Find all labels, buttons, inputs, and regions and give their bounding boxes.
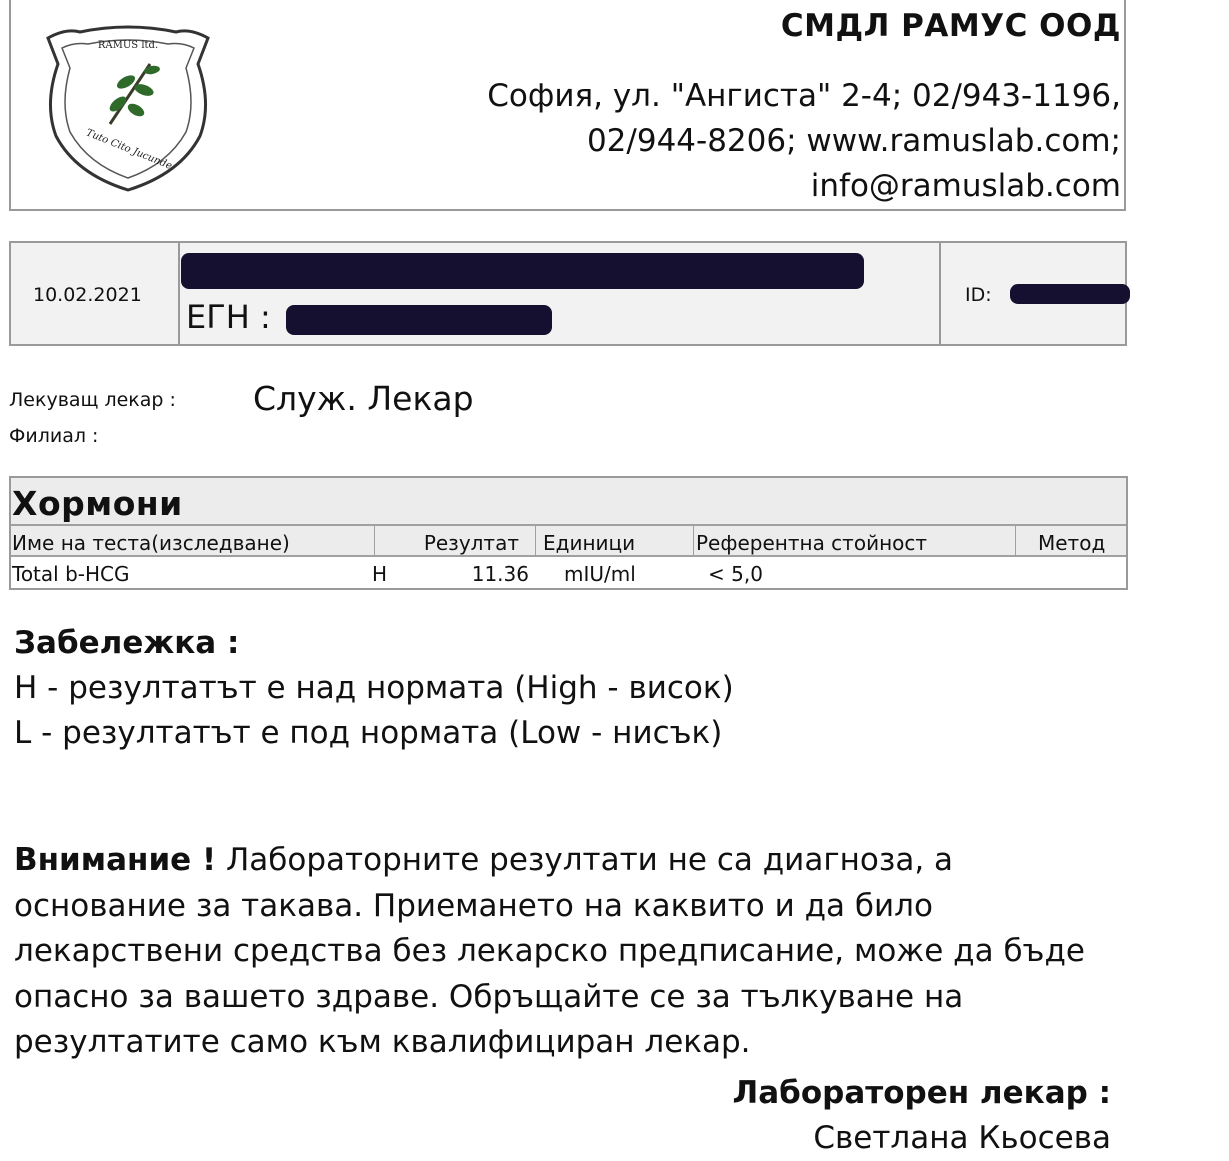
patient-box-divider bbox=[939, 241, 941, 346]
result-test-name: Total b-HCG bbox=[12, 562, 130, 586]
result-reference: < 5,0 bbox=[708, 562, 763, 586]
warning-paragraph bbox=[14, 838, 1124, 1066]
column-divider bbox=[693, 526, 694, 557]
ramus-logo-icon bbox=[40, 24, 215, 196]
lab-doctor-name: Светлана Кьосева bbox=[813, 1120, 1111, 1156]
redacted-patient-id bbox=[1010, 284, 1130, 304]
redacted-egn bbox=[286, 305, 552, 335]
patient-box-divider bbox=[178, 241, 180, 346]
lab-doctor-label: Лабораторен лекар : bbox=[732, 1075, 1111, 1111]
column-divider bbox=[1015, 526, 1016, 557]
column-header-units: Единици bbox=[543, 531, 636, 555]
address-line-1: София, ул. "Ангиста" 2-4; 02/943-1196, bbox=[487, 78, 1121, 114]
warning-label: Внимание ! bbox=[14, 842, 217, 878]
address-line-3: info@ramuslab.com bbox=[810, 168, 1121, 204]
egn-label: ЕГН : bbox=[186, 298, 271, 336]
note-title: Забележка : bbox=[14, 625, 240, 661]
column-header-result: Резултат bbox=[423, 531, 519, 555]
lab-address bbox=[361, 74, 1121, 209]
note-high-line: H - резултатът е над нормата (High - висок) bbox=[14, 670, 734, 706]
logo-brand-text: RAMUS ltd. bbox=[97, 40, 159, 51]
result-flag: H bbox=[372, 562, 388, 586]
logo-motto-text: Tuto Cito Jucunde bbox=[84, 127, 174, 172]
patient-id-label: ID: bbox=[965, 284, 992, 306]
column-divider bbox=[374, 526, 375, 557]
column-divider bbox=[535, 526, 536, 557]
lab-name: СМДЛ РАМУС ООД bbox=[780, 8, 1121, 44]
redacted-patient-name bbox=[181, 253, 864, 289]
warning-text: Лабораторните резултати не са диагноза, а основание за такава. Приемането на каквито и да било лекарствени средства без лекарско предписание, може да бъде опасно за вашето здраве. Обръщайте се за тълкуване на резултатите само към квалифициран лекар. bbox=[14, 842, 1085, 1060]
result-value: 11.36 bbox=[471, 562, 529, 586]
column-header-test: Име на теста(изследване) bbox=[12, 531, 290, 555]
result-units: mIU/ml bbox=[564, 562, 636, 586]
treating-doctor-value: Служ. Лекар bbox=[253, 379, 474, 418]
address-line-2: 02/944-8206; www.ramuslab.com; bbox=[586, 123, 1121, 159]
report-date: 10.02.2021 bbox=[33, 284, 142, 306]
note-low-line: L - резултатът е под нормата (Low - нисък) bbox=[14, 715, 723, 751]
treating-doctor-label: Лекуващ лекар : bbox=[9, 389, 176, 411]
column-header-method: Метод bbox=[1038, 531, 1106, 555]
section-title: Хормони bbox=[12, 484, 183, 523]
branch-label: Филиал : bbox=[9, 425, 99, 447]
column-header-reference: Референтна стойност bbox=[696, 531, 928, 555]
